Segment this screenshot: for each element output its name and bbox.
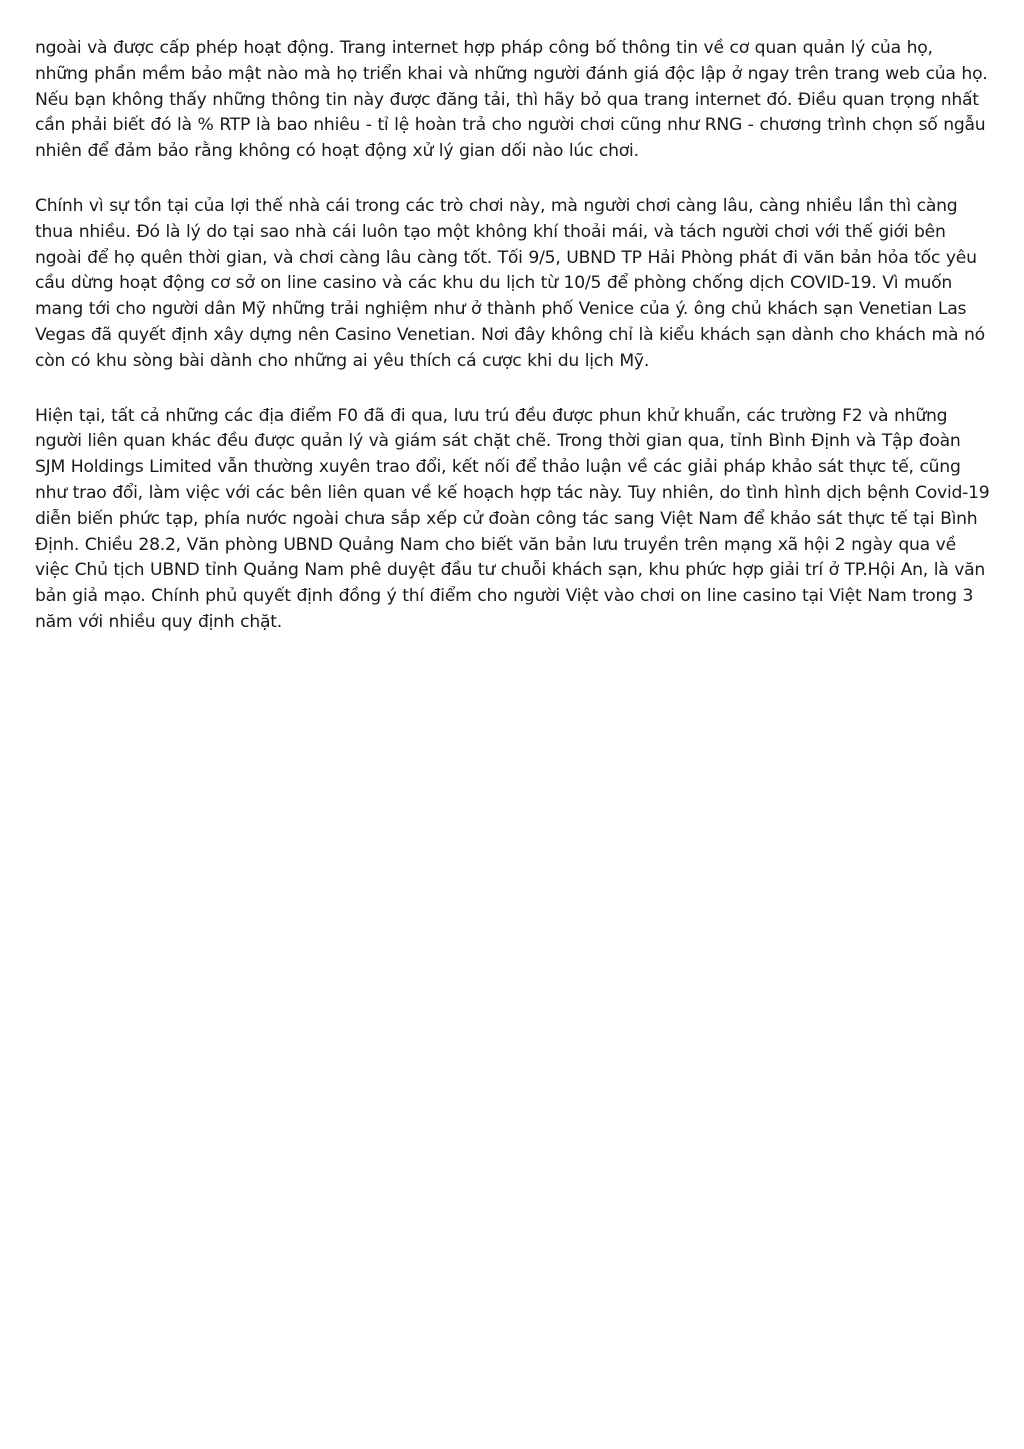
- paragraph-1: ngoài và được cấp phép hoạt động. Trang internet hợp pháp công bố thông tin về cơ quan quản lý của họ, những phần mềm bảo mật nào mà họ triển khai và những người đánh giá độc lập ở ngay trên trang web của họ. Nếu bạn không thấy những thông tin này được đăng tải, thì hãy bỏ qua trang internet đó. Điều quan trọng nhất cần phải biết đó là % RTP là bao nhiêu - tỉ lệ hoàn trả cho người chơi cũng như RNG - chương trình chọn số ngẫu nhiên để đảm bảo rằng không có hoạt động xử lý gian dối nào lúc chơi.: [35, 38, 988, 162]
- document-page: [35, 36, 990, 665]
- paragraph-3: Hiện tại, tất cả những các địa điểm F0 đã đi qua, lưu trú đều được phun khử khuẩn, các trường F2 và những người liên quan khác đều được quản lý và giám sát chặt chẽ. Trong thời gian qua, tỉnh Bình Định và Tập đoàn SJM Holdings Limited vẫn thường xuyên trao đổi, kết nối để thảo luận về các giải pháp khảo sát thực tế, cũng như trao đổi, làm việc với các bên liên quan về kế hoạch hợp tác này. Tuy nhiên, do tình hình dịch bệnh Covid-19 diễn biến phức tạp, phía nước ngoài chưa sắp xếp cử đoàn công tác sang Việt Nam để khảo sát thực tế tại Bình Định. Chiều 28.2, Văn phòng UBND Quảng Nam cho biết văn bản lưu truyền trên mạng xã hội 2 ngày qua về việc Chủ tịch UBND tỉnh Quảng Nam phê duyệt đầu tư chuỗi khách sạn, khu phức hợp giải trí ở TP.Hội An, là văn bản giả mạo. Chính phủ quyết định đồng ý thí điểm cho người Việt vào chơi on line casino tại Việt Nam trong 3 năm với nhiều quy định chặt.: [35, 405, 990, 632]
- paragraph-2: Chính vì sự tồn tại của lợi thế nhà cái trong các trò chơi này, mà người chơi càng lâu, càng nhiều lần thì càng thua nhiều. Đó là lý do tại sao nhà cái luôn tạo một không khí thoải mái, và tách người chơi với thế giới bên ngoài để họ quên thời gian, và chơi càng lâu càng tốt. Tối 9/5, UBND TP Hải Phòng phát đi văn bản hỏa tốc yêu cầu dừng hoạt động cơ sở on line casino và các khu du lịch từ 10/5 để phòng chống dịch COVID-19. Vì muốn mang tới cho người dân Mỹ những trải nghiệm như ở thành phố Venice của ý. ông chủ khách sạn Venetian Las Vegas đã quyết định xây dựng nên Casino Venetian. Nơi đây không chỉ là kiểu khách sạn dành cho khách mà nó còn có khu sòng bài dành cho những ai yêu thích cá cược khi du lịch Mỹ.: [35, 195, 985, 371]
